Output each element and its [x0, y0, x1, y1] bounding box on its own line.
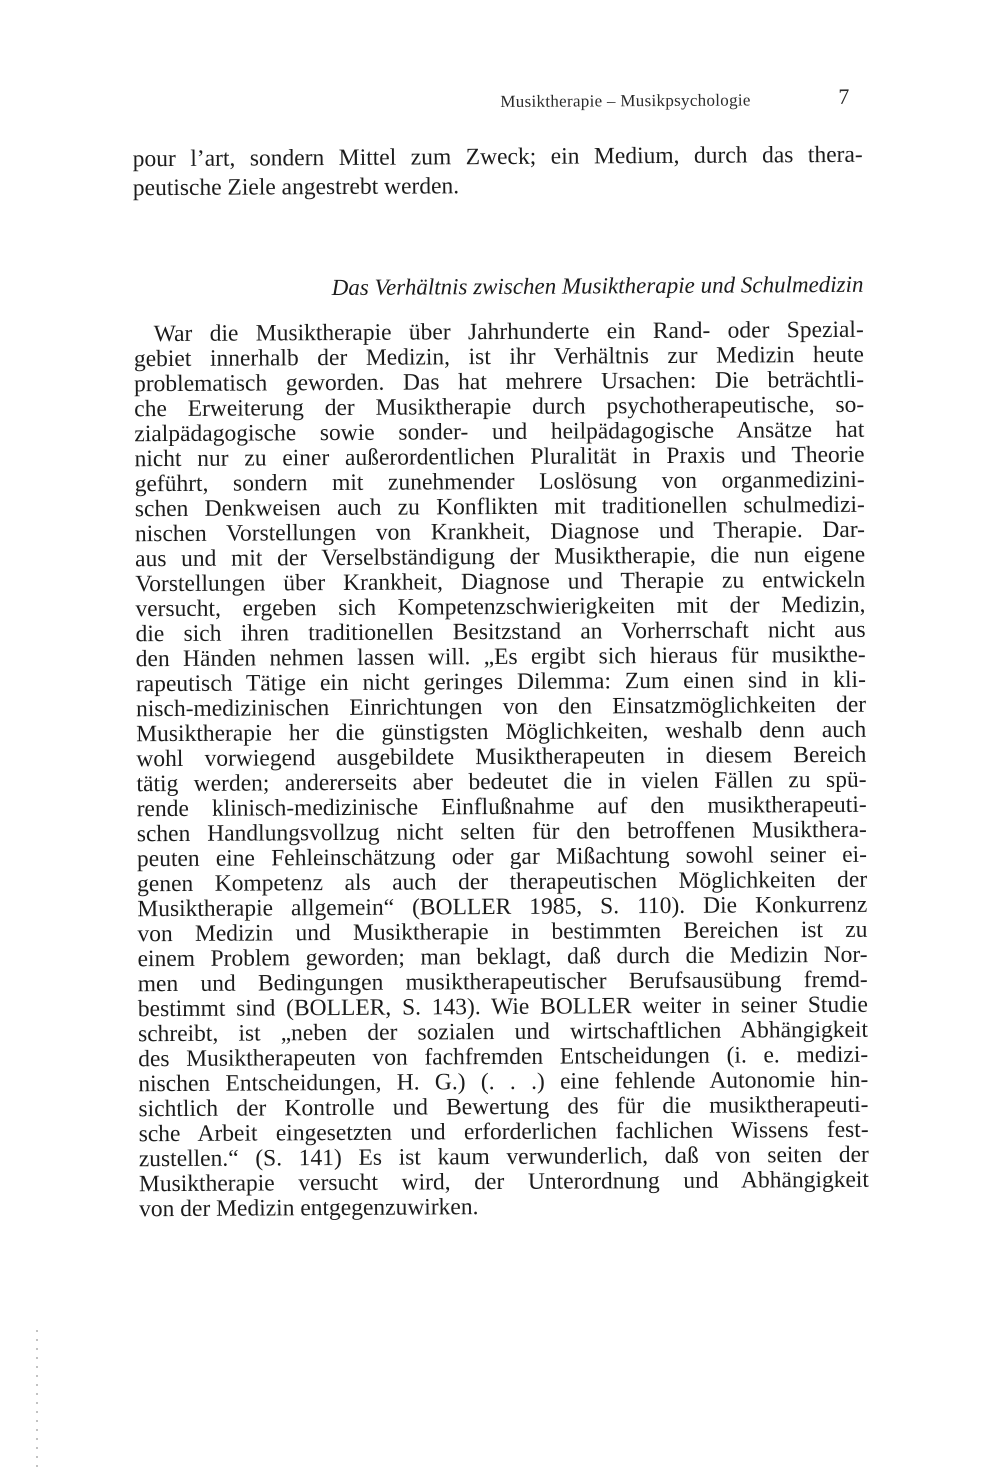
body-line: sichtlich der Kontrolle und Bewertung des für die musiktherapeuti- — [138, 1091, 869, 1123]
intro-line: peutische Ziele angestrebt werden. — [132, 173, 460, 202]
body-line: nicht nur zu einer außerordentlichen Pluralität in Praxis und Theorie — [134, 441, 865, 473]
body-line: War die Musiktherapie über Jahrhunderte ein Rand- oder Spezial- — [153, 316, 864, 348]
body-line: einem Problem geworden; man beklagt, daß durch die Medizin Nor- — [137, 941, 868, 973]
body-line: tätig werden; andererseits aber bedeutet die in vielen Fällen zu spü- — [136, 766, 867, 798]
body-line: versucht, ergeben sich Kompetenzschwierigkeiten mit der Medizin, — [135, 591, 866, 623]
body-line: gebiet innerhalb der Medizin, ist ihr Verhältnis zur Medizin heute — [133, 341, 864, 373]
body-line: Musiktherapie allgemein“ (BOLLER 1985, S. 110). Die Konkurrenz — [137, 891, 868, 923]
body-line: den Händen nehmen lassen will. „Es ergibt sich hieraus für musikthe- — [135, 641, 866, 673]
body-line: rende klinisch-medizinische Einflußnahme auf den musiktherapeuti- — [136, 791, 867, 823]
body-line: zustellen.“ (S. 141) Es ist kaum verwunderlich, daß von seiten der — [138, 1141, 869, 1173]
body-line: nisch-medizinischen Einrichtungen von den Einsatzmöglichkeiten der — [135, 691, 867, 723]
intro-line: pour l’art, sondern Mittel zum Zweck; ein Medium, durch das thera- — [132, 141, 863, 173]
body-line: schen Handlungsvollzug nicht selten für den betroffenen Musikthera- — [136, 816, 867, 848]
section-heading: Das Verhältnis zwischen Musiktherapie und Schulmedizin — [331, 271, 864, 301]
scan-margin-mark — [36, 1330, 38, 1470]
body-line: von der Medizin entgegenzuwirken. — [139, 1194, 479, 1223]
body-line: che Erweiterung der Musiktherapie durch psychotherapeutische, so- — [134, 391, 865, 423]
body-line: Musiktherapie her die günstigsten Möglichkeiten, weshalb denn auch — [136, 716, 867, 748]
body-line: problematisch geworden. Das hat mehrere Ursachen: Die beträchtli- — [133, 366, 865, 398]
body-line: Musiktherapie versucht wird, der Unterordnung und Abhängigkeit — [138, 1166, 870, 1198]
body-line: nischen Vorstellungen von Krankheit, Diagnose und Therapie. Dar- — [134, 516, 866, 548]
body-line: des Musiktherapeuten von fachfremden Entscheidungen (i. e. medizi- — [138, 1041, 869, 1073]
body-line: nischen Entscheidungen, H. G.) (. . .) eine fehlende Autonomie hin- — [138, 1066, 869, 1098]
body-line: peuten eine Fehleinschätzung oder gar Mißachtung sowohl seiner ei- — [136, 841, 868, 873]
body-line: sche Arbeit eingesetzten und erforderlichen fachlichen Wissens fest- — [138, 1116, 869, 1148]
body-line: genen Kompetenz als auch der therapeutischen Möglichkeiten der — [137, 866, 868, 898]
body-line: rapeutisch Tätige ein nicht geringes Dilemma: Zum einen sind in kli- — [135, 666, 866, 698]
body-line: die sich ihren traditionellen Besitzstand an Vorherrschaft nicht aus — [135, 616, 866, 648]
running-head: Musiktherapie – Musikpsychologie — [500, 90, 751, 111]
body-line: zialpädagogische sowie sonder- und heilpädagogische Ansätze hat — [134, 416, 865, 448]
body-line: aus und mit der Verselbständigung der Musiktherapie, die nun eigene — [135, 541, 866, 573]
body-line: bestimmt sind (BOLLER, S. 143). Wie BOLLER weiter in seiner Studie — [137, 991, 868, 1023]
body-line: men und Bedingungen musiktherapeutischer Berufsausübung fremd- — [137, 966, 868, 998]
body-line: geführt, sondern mit zunehmender Loslösung von organmedizini- — [134, 466, 865, 498]
page-number: 7 — [838, 83, 850, 109]
body-line: schen Denkweisen auch zu Konflikten mit traditionellen schulmedizi- — [134, 491, 865, 523]
body-line: wohl vorwiegend ausgebildete Musiktherapeuten in diesem Bereich — [136, 741, 867, 773]
body-line: Vorstellungen über Krankheit, Diagnose und Therapie zu entwickeln — [135, 566, 866, 598]
body-line: schreibt, ist „neben der sozialen und wirtschaftlichen Abhängigkeit — [137, 1016, 869, 1048]
body-line: von Medizin und Musiktherapie in bestimmten Bereichen ist zu — [137, 916, 868, 948]
